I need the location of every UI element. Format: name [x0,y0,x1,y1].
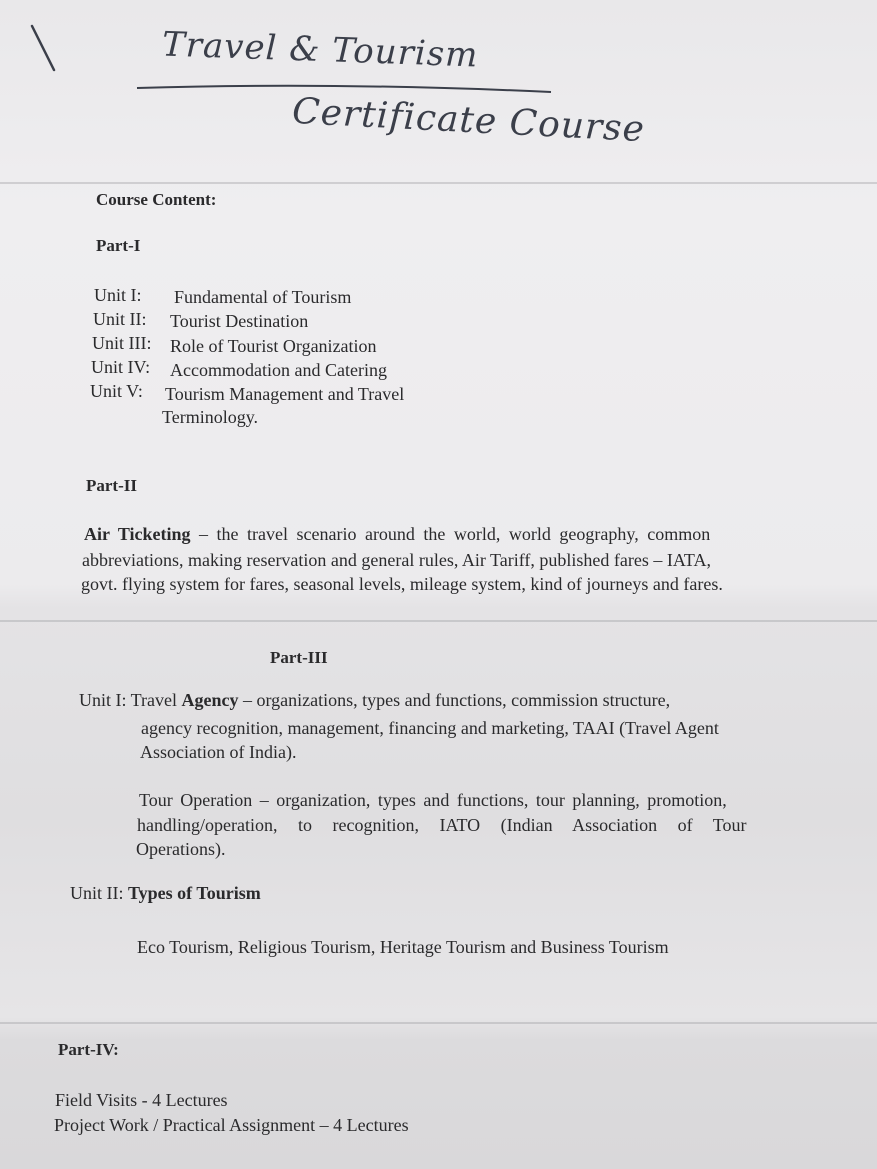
unit-title: Tourism Management and Travel [165,384,405,404]
part3-unit2-body: Eco Tourism, Religious Tourism, Heritage Tourism and Business Tourism [137,937,669,957]
course-content-label: Course Content: [96,190,217,209]
unit-title: Tourist Destination [170,311,309,331]
part4-item: Field Visits - 4 Lectures [55,1090,228,1110]
part1-heading: Part-I [96,236,141,255]
tour-operation-line3: Operations). [136,839,226,859]
part3-unit2-line [70,883,261,904]
unit-label: Unit I: Travel [79,690,182,710]
air-ticketing-label: Air Ticketing [84,524,191,544]
unit-text: – organizations, types and functions, commission structure, [238,690,671,710]
unit-title: Accommodation and Catering [170,360,387,380]
unit-keyword: Agency [181,690,239,710]
paper-fold [0,182,877,184]
unit-title: Fundamental of Tourism [174,287,352,307]
air-ticketing-line3: govt. flying system for fares, seasonal levels, mileage system, kind of journeys and fares. [81,574,723,594]
handwritten-title: Travel & Tourism [161,24,480,76]
part4-item: Project Work / Practical Assignment – 4 Lectures [54,1115,409,1135]
unit-label: Unit III: [92,333,152,353]
unit-label: Unit IV: [91,357,151,377]
air-ticketing-line1 [84,524,710,545]
part3-unit1-line2: agency recognition, management, financing and marketing, TAAI (Travel Agent [141,718,719,738]
part2-heading: Part-II [86,476,137,495]
tour-operation-line2: handling/operation, to recognition, IATO (Indian Association of Tour [137,815,747,835]
unit-label: Unit I: [94,285,142,305]
unit-title: Role of Tourist Organization [170,336,377,356]
unit-label: Unit V: [90,381,143,401]
part3-unit1-line1 [79,690,670,711]
part4-heading: Part-IV: [58,1040,119,1059]
unit-title-continuation: Terminology. [162,407,259,427]
air-ticketing-line2: abbreviations, making reservation and general rules, Air Tariff, published fares – IATA, [82,550,711,570]
paper-fold [0,1022,877,1024]
handwritten-subtitle: Certificate Course [291,90,646,151]
unit-label: Unit II: [70,883,128,903]
part3-unit1-line3: Association of India). [140,742,297,762]
pen-mark [28,22,58,74]
paper-fold [0,620,877,622]
air-ticketing-text: – the travel scenario around the world, world geography, common [190,524,711,544]
part3-heading: Part-III [270,648,328,667]
unit-keyword: Types of Tourism [128,883,261,903]
unit-label: Unit II: [93,309,147,329]
tour-operation-line1: Tour Operation – organization, types and functions, tour planning, promotion, [139,790,727,810]
